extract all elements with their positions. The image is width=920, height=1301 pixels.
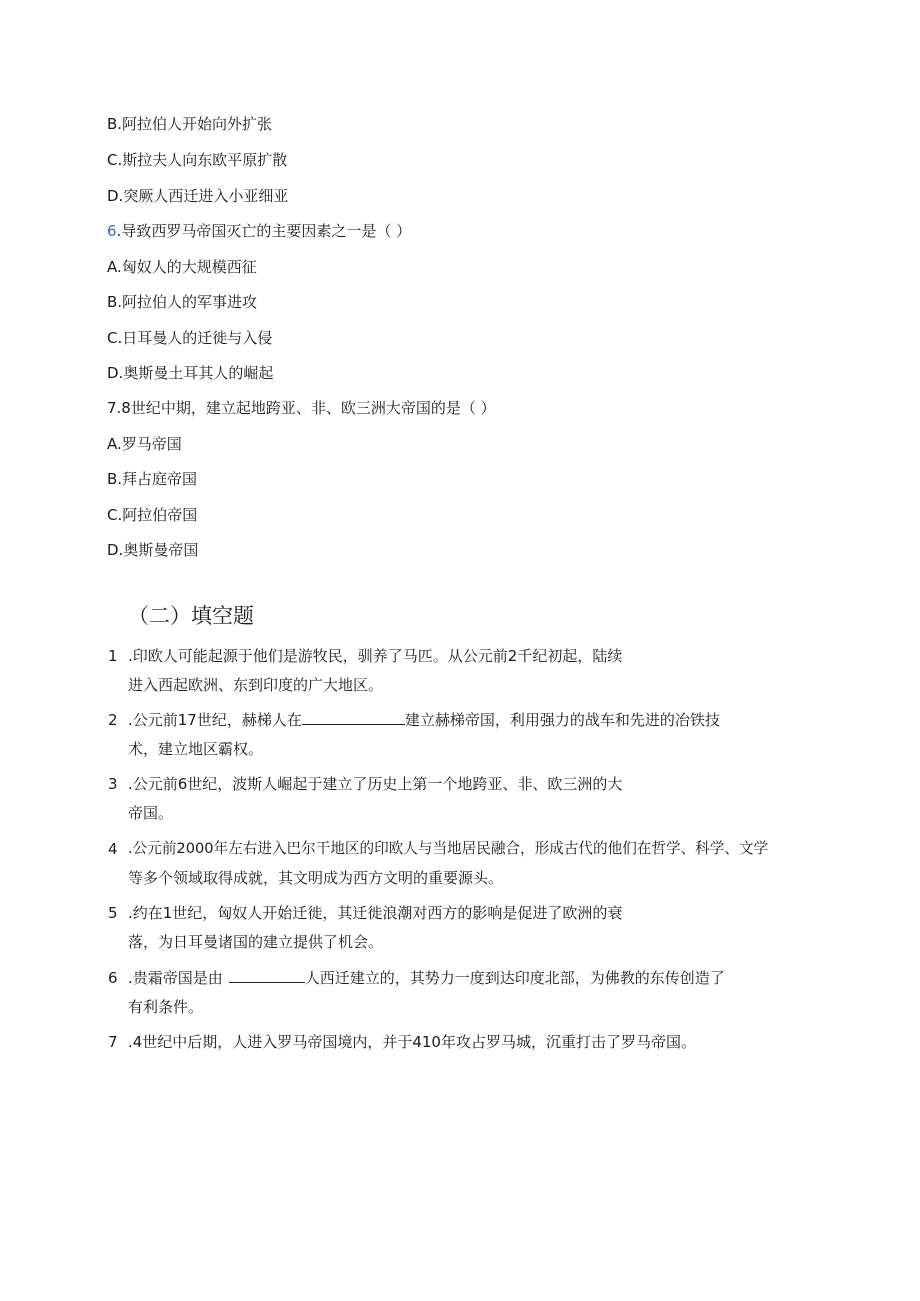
q6-option-a: A.匈奴人的大规模西征 bbox=[107, 258, 257, 276]
fill-2-number: 2 bbox=[108, 711, 118, 729]
q6-stem-text: .导致西罗马帝国灭亡的主要因素之一是（ ） bbox=[116, 222, 412, 240]
q5-option-d: D.突厥人西迁进入小亚细亚 bbox=[107, 187, 289, 205]
fill-7-number: 7 bbox=[108, 1033, 118, 1051]
fill-6-number: 6 bbox=[108, 969, 118, 987]
fill-6-text-cont: 有利条件。 bbox=[128, 998, 204, 1016]
fill-4-text: .公元前2000年左右进入巴尔干地区的印欧人与当地居民融合，形成古代的他们在哲学、科学、文学 bbox=[128, 840, 769, 857]
fill-5-number: 5 bbox=[108, 904, 118, 922]
q7-stem: 7.8世纪中期，建立起地跨亚、非、欧三洲大帝国的是（ ） bbox=[107, 399, 496, 417]
fill-6-text bbox=[128, 968, 725, 988]
q6-option-b: B.阿拉伯人的军事进攻 bbox=[107, 293, 258, 311]
q5-option-b: B.阿拉伯人开始向外扩张 bbox=[107, 115, 273, 133]
fill-3-text-cont: 帝国。 bbox=[128, 804, 174, 822]
fill-7-text: .4世纪中后期，人进入罗马帝国境内，并于410年攻占罗马城，沉重打击了罗马帝国。 bbox=[128, 1033, 696, 1051]
fill-5-text-cont: 落，为日耳曼诸国的建立提供了机会。 bbox=[128, 933, 384, 951]
fill-4-text-cont: 等多个领域取得成就，其文明成为西方文明的重要源头。 bbox=[128, 869, 504, 887]
fill-2-text bbox=[128, 710, 720, 730]
fill-2-text-a: .公元前17世纪，赫梯人在 bbox=[128, 711, 302, 729]
fill-2-text-cont: 术，建立地区霸权。 bbox=[128, 740, 264, 758]
fill-5-text: .约在1世纪，匈奴人开始迁徙，其迁徙浪潮对西方的影响是促进了欧洲的衰 bbox=[128, 904, 623, 922]
fill-2-blank bbox=[302, 710, 405, 725]
q6-option-d: D.奥斯曼土耳其人的崛起 bbox=[107, 364, 274, 382]
q7-option-b: B.拜占庭帝国 bbox=[107, 470, 198, 488]
fill-6-text-a: .贵霜帝国是由 bbox=[128, 969, 223, 987]
q6-option-c: C.日耳曼人的迁徙与入侵 bbox=[107, 329, 273, 347]
fill-6-blank bbox=[229, 968, 305, 983]
fill-3-text: .公元前6世纪，波斯人崛起于建立了历史上第一个地跨亚、非、欧三洲的大 bbox=[128, 775, 623, 793]
q5-option-c: C.斯拉夫人向东欧平原扩散 bbox=[107, 151, 288, 169]
q6-number: 6 bbox=[107, 222, 117, 240]
q7-option-c: C.阿拉伯帝国 bbox=[107, 506, 198, 524]
q7-option-a: A.罗马帝国 bbox=[107, 435, 182, 453]
q7-option-d: D.奥斯曼帝国 bbox=[107, 541, 199, 559]
fill-6-text-b: 人西迁建立的，其势力一度到达印度北部，为佛教的东传创造了 bbox=[304, 969, 725, 987]
fill-1-text-cont: 进入西起欧洲、东到印度的广大地区。 bbox=[128, 676, 384, 694]
fill-2-text-b: 建立赫梯帝国，利用强力的战车和先进的冶铁技 bbox=[404, 711, 720, 729]
fill-1-number: 1 bbox=[108, 647, 118, 665]
fill-1-text: .印欧人可能起源于他们是游牧民，驯养了马匹。从公元前2千纪初起，陆续 bbox=[128, 647, 623, 665]
section-title: （二）填空题 bbox=[128, 604, 254, 628]
q6-stem bbox=[107, 221, 411, 241]
fill-3-number: 3 bbox=[108, 775, 118, 793]
fill-4-number: 4 bbox=[108, 840, 118, 858]
